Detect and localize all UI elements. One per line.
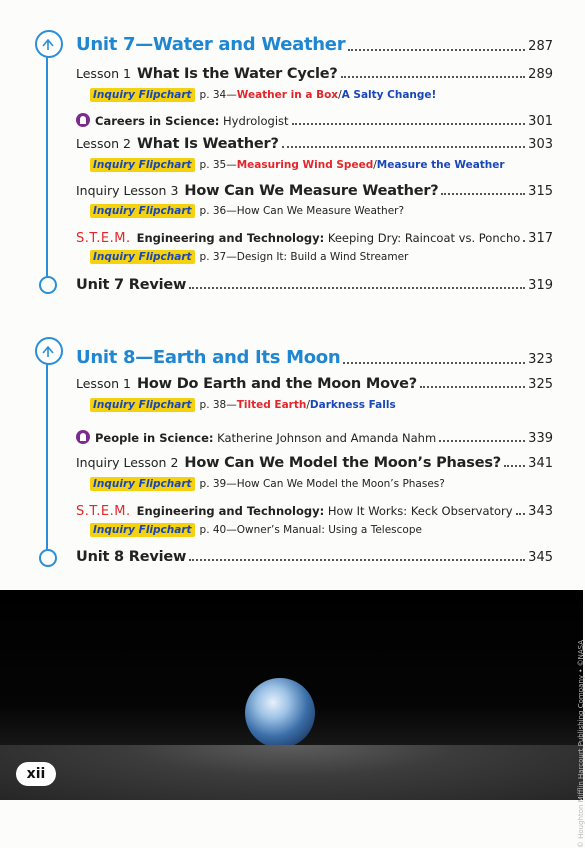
stem-logo: S.T.E.M. [76,504,131,519]
unit7-flipchart-35[interactable]: Inquiry Flipchart p. 35—Measuring Wind Speed/Measure the Weather [90,158,505,172]
unit7-flipchart-34[interactable]: Inquiry Flipchart p. 34—Weather in a Box/A Salty Change! [90,88,436,102]
unit8-page: 323 [528,352,553,367]
unit8-flipchart-39[interactable]: Inquiry Flipchart p. 39—How Can We Model the Moon’s Phases? [90,477,445,491]
unit8-heading[interactable] [76,347,553,368]
unit8-people[interactable]: People in Science: Katherine Johnson and Amanda Nahm 339 [76,428,553,446]
earthrise-photo [0,590,583,800]
flipchart-badge: Inquiry Flipchart [90,523,195,537]
unit7-career[interactable]: Careers in Science: Hydrologist 301 [76,111,553,129]
copyright-credit: © Houghton Mifflin Harcourt Publishing Company • ©NASA [577,640,585,848]
unit7-icon [35,30,63,58]
unit8-end-node [39,549,57,567]
unit8-review[interactable]: Unit 8 Review 345 [76,549,553,565]
unit7-flipchart-37[interactable]: Inquiry Flipchart p. 37—Design It: Build a Wind Streamer [90,250,408,264]
unit7-lesson3[interactable]: Inquiry Lesson 3 How Can We Measure Weather? 315 [76,183,553,199]
flipchart-badge: Inquiry Flipchart [90,204,195,218]
unit7-lesson1[interactable]: Lesson 1 What Is the Water Cycle? 289 [76,66,553,82]
page-number: xii [16,762,56,786]
unit7-timeline [46,54,48,280]
unit7-review[interactable]: Unit 7 Review 319 [76,277,553,293]
person-icon [76,113,90,127]
unit7-lesson2[interactable]: Lesson 2 What Is Weather? 303 [76,136,553,152]
earth-image [245,678,315,748]
unit8-icon [35,337,63,365]
unit8-flipchart-40[interactable]: Inquiry Flipchart p. 40—Owner’s Manual: Using a Telescope [90,523,422,537]
person-icon [76,430,90,444]
unit8-timeline [46,346,48,554]
flipchart-badge: Inquiry Flipchart [90,158,195,172]
unit8-title: Unit 8—Earth and Its Moon [76,347,341,368]
unit7-heading[interactable] [76,34,553,55]
unit8-lesson2[interactable]: Inquiry Lesson 2 How Can We Model the Moon’s Phases? 341 [76,455,553,471]
flipchart-badge: Inquiry Flipchart [90,398,195,412]
flipchart-badge: Inquiry Flipchart [90,477,195,491]
unit7-title: Unit 7—Water and Weather [76,34,346,55]
moon-horizon [0,745,583,800]
flipchart-badge: Inquiry Flipchart [90,88,195,102]
unit8-lesson1[interactable]: Lesson 1 How Do Earth and the Moon Move? 325 [76,376,553,392]
unit8-stem[interactable]: S.T.E.M. Engineering and Technology: How It Works: Keck Observatory 343 [76,504,553,519]
unit7-page: 287 [528,39,553,54]
unit7-flipchart-36[interactable]: Inquiry Flipchart p. 36—How Can We Measure Weather? [90,204,404,218]
unit8-flipchart-38[interactable]: Inquiry Flipchart p. 38—Tilted Earth/Darkness Falls [90,398,396,412]
unit7-stem[interactable]: S.T.E.M. Engineering and Technology: Keeping Dry: Raincoat vs. Poncho 317 [76,231,553,246]
unit7-end-node [39,276,57,294]
stem-logo: S.T.E.M. [76,231,131,246]
flipchart-badge: Inquiry Flipchart [90,250,195,264]
